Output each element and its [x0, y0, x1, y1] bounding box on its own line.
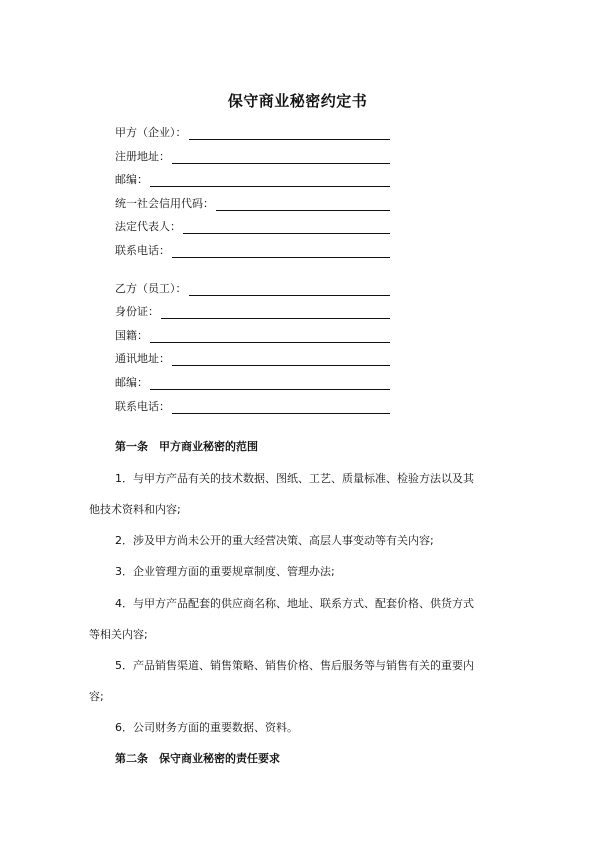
article-1-item-1-line-2: 他技术资料和内容; [89, 503, 181, 516]
field-label: 通讯地址： [115, 352, 170, 365]
party-b-postcode-field[interactable] [115, 372, 390, 390]
article-2-heading: 第二条 保守商业秘密的责任要求 [115, 752, 280, 765]
article-1-item-4-line-1: 4．与甲方产品配套的供应商名称、地址、联系方式、配套价格、供货方式 [115, 597, 474, 610]
blank-line[interactable] [150, 377, 390, 390]
blank-line[interactable] [150, 330, 390, 343]
field-label: 邮编： [115, 376, 148, 389]
party-a-phone-field[interactable] [115, 240, 390, 258]
article-1-heading: 第一条 甲方商业秘密的范围 [115, 440, 258, 453]
party-b-address-field[interactable] [115, 348, 390, 366]
party-b-nationality-field[interactable] [115, 325, 390, 343]
party-b-phone-field[interactable] [115, 396, 390, 414]
party-b-name-field[interactable] [115, 278, 390, 296]
field-label: 邮编： [115, 173, 148, 186]
document-title: 保守商业秘密约定书 [227, 92, 368, 110]
blank-line[interactable] [172, 401, 390, 414]
blank-line[interactable] [161, 306, 390, 319]
party-a-legal-rep-field[interactable] [115, 216, 390, 234]
article-1-item-4-line-2: 等相关内容; [89, 628, 148, 641]
blank-line[interactable] [189, 127, 391, 140]
party-a-name-field[interactable] [115, 122, 390, 140]
blank-line[interactable] [216, 198, 390, 211]
article-1-item-3: 3．企业管理方面的重要规章制度、管理办法; [115, 565, 335, 578]
blank-line[interactable] [172, 245, 390, 258]
article-1-item-5-line-2: 容; [89, 690, 104, 703]
blank-line[interactable] [189, 283, 391, 296]
blank-line[interactable] [172, 353, 390, 366]
blank-line[interactable] [150, 174, 390, 187]
article-1-item-1-line-1: 1．与甲方产品有关的技术数据、图纸、工艺、质量标准、检验方法以及其 [115, 472, 474, 485]
field-label: 国籍： [115, 329, 148, 342]
field-label: 乙方（员工）： [115, 282, 187, 295]
party-a-address-field[interactable] [115, 146, 390, 164]
article-1-item-2: 2．涉及甲方尚未公开的重大经营决策、高层人事变动等有关内容; [115, 534, 434, 547]
article-1-item-6: 6．公司财务方面的重要数据、资料。 [115, 721, 298, 734]
field-label: 法定代表人： [115, 220, 181, 233]
field-label: 身份证： [115, 305, 159, 318]
blank-line[interactable] [183, 221, 390, 234]
field-label: 统一社会信用代码： [115, 197, 214, 210]
field-label: 联系电话： [115, 244, 170, 257]
article-1-item-5-line-1: 5．产品销售渠道、销售策略、销售价格、售后服务等与销售有关的重要内 [115, 659, 474, 672]
party-a-postcode-field[interactable] [115, 169, 390, 187]
field-label: 注册地址： [115, 150, 170, 163]
field-label: 甲方（企业）： [115, 126, 187, 139]
party-b-id-field[interactable] [115, 301, 390, 319]
party-a-credit-code-field[interactable] [115, 193, 390, 211]
field-label: 联系电话： [115, 400, 170, 413]
blank-line[interactable] [172, 151, 390, 164]
